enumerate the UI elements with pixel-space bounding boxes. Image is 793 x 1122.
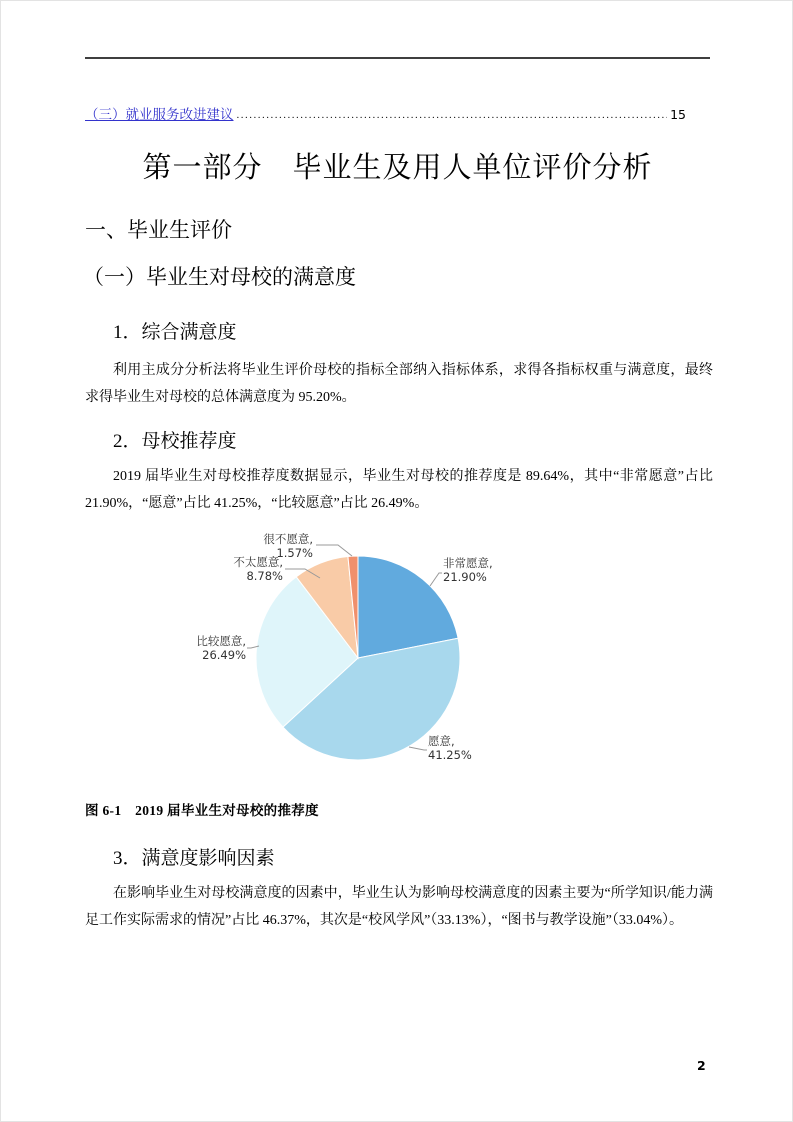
toc-page-number: 15 bbox=[670, 107, 686, 122]
pie-label-very-willing: 非常愿意, 21.90% bbox=[443, 556, 493, 584]
header-rule bbox=[85, 57, 710, 59]
pie-label-willing: 愿意, 41.25% bbox=[428, 734, 472, 762]
pie-label-fairly-willing: 比较愿意, 26.49% bbox=[196, 634, 246, 662]
heading-overall-satisfaction: 1．综合满意度 bbox=[113, 322, 237, 343]
toc-line bbox=[85, 103, 686, 123]
pie-label-not-very-willing: 不太愿意, 8.78% bbox=[233, 555, 283, 583]
heading-satisfaction-with-alma-mater: （一）毕业生对母校的满意度 bbox=[83, 265, 356, 289]
figure-caption: 图 6-1 2019 届毕业生对母校的推荐度 bbox=[85, 803, 319, 818]
pie-label-very-unwilling: 很不愿意, 1.57% bbox=[263, 532, 313, 560]
toc-dot-leader bbox=[237, 107, 668, 123]
heading-graduate-evaluation: 一、毕业生评价 bbox=[85, 218, 232, 242]
pie-leader-line-0 bbox=[430, 573, 442, 586]
paragraph-satisfaction-factors: 在影响毕业生对母校满意度的因素中，毕业生认为影响母校满意度的因素主要为“所学知识/能力满足工作实际需求的情况”占比 46.37%，其次是“校风学风”（33.13%），“图书与教学设施”（33.04%）。 bbox=[85, 886, 713, 928]
heading-recommendation: 2．母校推荐度 bbox=[113, 431, 237, 452]
paragraph-overall-satisfaction: 利用主成分分析法将毕业生评价母校的指标全部纳入指标体系，求得各指标权重与满意度，最终求得毕业生对母校的总体满意度为 95.20%。 bbox=[85, 363, 713, 405]
pie-chart-recommendation bbox=[180, 528, 520, 794]
heading-satisfaction-factors: 3．满意度影响因素 bbox=[113, 848, 275, 869]
part-title: 第一部分 毕业生及用人单位评价分析 bbox=[142, 152, 653, 184]
pie-leader-line-1 bbox=[409, 747, 427, 750]
paragraph-recommendation: 2019 届毕业生对母校推荐度数据显示，毕业生对母校的推荐度是 89.64%，其中“非常愿意”占比 21.90%，“愿意”占比 41.25%，“比较愿意”占比 26.49%。 bbox=[85, 469, 713, 511]
page-number: 2 bbox=[697, 1058, 706, 1073]
pie-leader-line-4 bbox=[316, 545, 352, 556]
toc-entry-link[interactable]: （三）就业服务改进建议 bbox=[85, 107, 234, 122]
